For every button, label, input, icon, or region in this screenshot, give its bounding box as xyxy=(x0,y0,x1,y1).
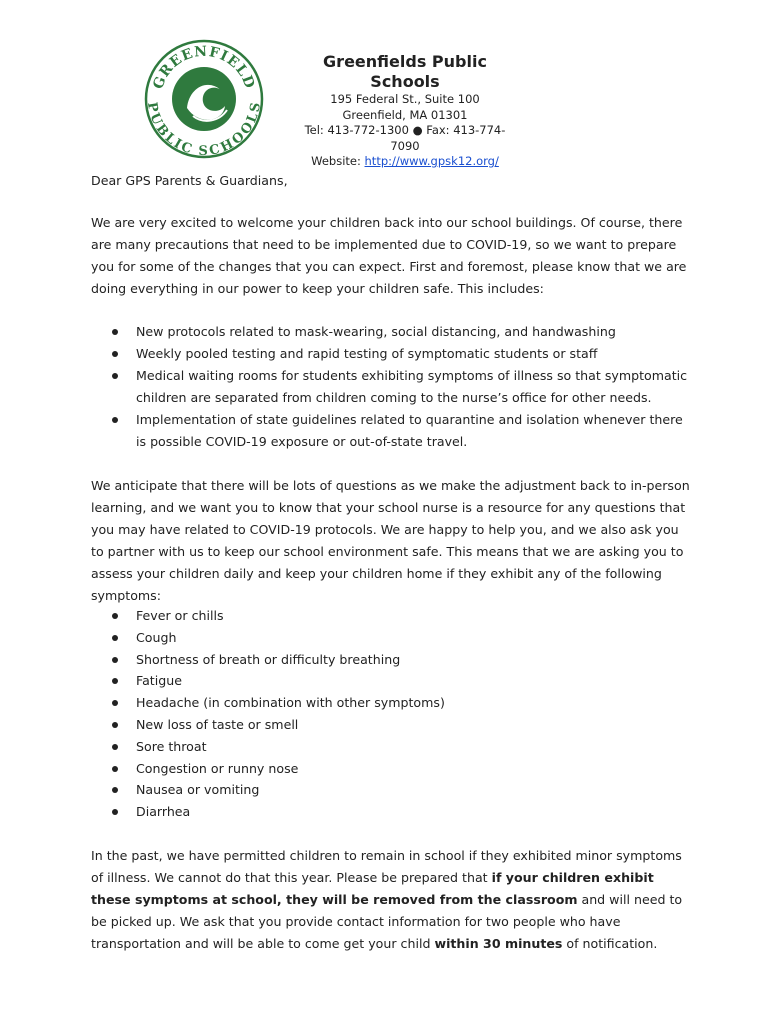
list-item-text: Weekly pooled testing and rapid testing of symptomatic students or staff xyxy=(136,346,598,361)
closing-bold-1: if your children exhibit these symptoms at school, they will be removed from the classroom xyxy=(91,870,654,907)
symptom-text: Congestion or runny nose xyxy=(136,760,299,776)
bullet-icon xyxy=(112,329,118,335)
list-item xyxy=(108,758,668,780)
symptom-text: Shortness of breath or difficulty breathing xyxy=(136,651,401,667)
website-label: Website: xyxy=(311,154,365,168)
list-item-text: Implementation of state guidelines related to quarantine and isolation whenever there is possible COVID-19 exposure or out-of-state travel. xyxy=(136,412,683,449)
bullet-icon xyxy=(112,722,118,728)
list-item xyxy=(108,605,668,627)
address-line-2: Greenfield, MA 01301 xyxy=(342,107,468,122)
bullet-icon xyxy=(112,744,118,750)
list-item-text: New protocols related to mask-wearing, social distancing, and handwashing xyxy=(136,324,616,339)
bullet-icon xyxy=(112,809,118,815)
symptom-text: Cough xyxy=(136,629,177,645)
intro-paragraph: We are very excited to welcome your children back into our school buildings. Of course, there are many precautions that need to be implemented due to COVID-19, so we want to prepare you for some of the changes that you can expect. First and foremost, please know that we are doing everything in our power to keep your children safe. This includes: xyxy=(91,215,687,296)
list-item xyxy=(108,736,668,758)
symptom-text: New loss of taste or smell xyxy=(136,716,299,732)
phone-fax: Tel: 413-772-1300 ● Fax: 413-774-7090 xyxy=(304,123,506,153)
school-name: Greenfields Public Schools xyxy=(323,52,487,91)
list-item xyxy=(108,714,668,736)
bullet-icon xyxy=(112,657,118,663)
symptom-text: Sore throat xyxy=(136,738,207,754)
list-item xyxy=(108,343,693,365)
bullet-icon xyxy=(112,700,118,706)
bullet-icon xyxy=(112,613,118,619)
bullet-icon xyxy=(112,417,118,423)
logo-text-top: GREENFIELD xyxy=(150,43,258,92)
address-line-1: 195 Federal St., Suite 100 xyxy=(330,92,480,106)
bullet-icon xyxy=(112,373,118,379)
symptom-text: Fatigue xyxy=(136,673,182,689)
bullet-icon xyxy=(112,787,118,793)
list-item xyxy=(108,649,668,671)
closing-text-1: In the past, we have permitted children to remain in school if they exhibited minor symptoms of illness. We cannot do that this year. Please be prepared that xyxy=(91,848,682,885)
symptom-text: Fever or chills xyxy=(136,608,224,623)
precautions-list xyxy=(108,321,693,453)
symptoms-list xyxy=(108,605,668,823)
list-item xyxy=(108,627,668,649)
school-logo xyxy=(143,38,265,160)
logo-text-bottom: PUBLIC SCHOOLS xyxy=(144,101,264,159)
list-item xyxy=(108,670,668,692)
questions-paragraph: We anticipate that there will be lots of questions as we make the adjustment back to in-person learning, and we want you to know that your school nurse is a resource for any questions that you may have related to COVID-19 protocols. We are happy to help you, and we also ask you to partner with us to keep our school environment safe. This means that we are asking you to assess your children daily and keep your children home if they exhibit any of the following symptoms: xyxy=(91,478,690,603)
closing-text-2: and will need to be picked up. We ask that you provide contact information for two people who have transportation and will be able to come get your child xyxy=(91,892,683,951)
closing-paragraph xyxy=(91,845,691,955)
list-item xyxy=(108,779,668,801)
website-link[interactable]: http://www.gpsk12.org/ xyxy=(364,154,499,168)
symptom-text: Nausea or vomiting xyxy=(136,782,260,798)
bullet-icon xyxy=(112,678,118,684)
bullet-icon xyxy=(112,635,118,641)
closing-text-3: of notification. xyxy=(562,936,658,951)
letterhead xyxy=(300,52,510,170)
list-item xyxy=(108,321,693,343)
bullet-icon xyxy=(112,766,118,772)
symptom-text: Diarrhea xyxy=(136,804,191,820)
list-item xyxy=(108,365,693,409)
list-item-text: Medical waiting rooms for students exhibiting symptoms of illness so that symptomatic children are separated from children coming to the nurse’s office for other needs. xyxy=(136,368,688,405)
symptom-text: Headache (in combination with other symptoms) xyxy=(136,695,445,711)
closing-bold-2: within 30 minutes xyxy=(434,936,563,951)
salutation: Dear GPS Parents & Guardians, xyxy=(91,173,288,188)
list-item xyxy=(108,692,668,714)
bullet-icon xyxy=(112,351,118,357)
list-item xyxy=(108,409,693,453)
list-item xyxy=(108,801,668,823)
website-line xyxy=(300,154,510,170)
